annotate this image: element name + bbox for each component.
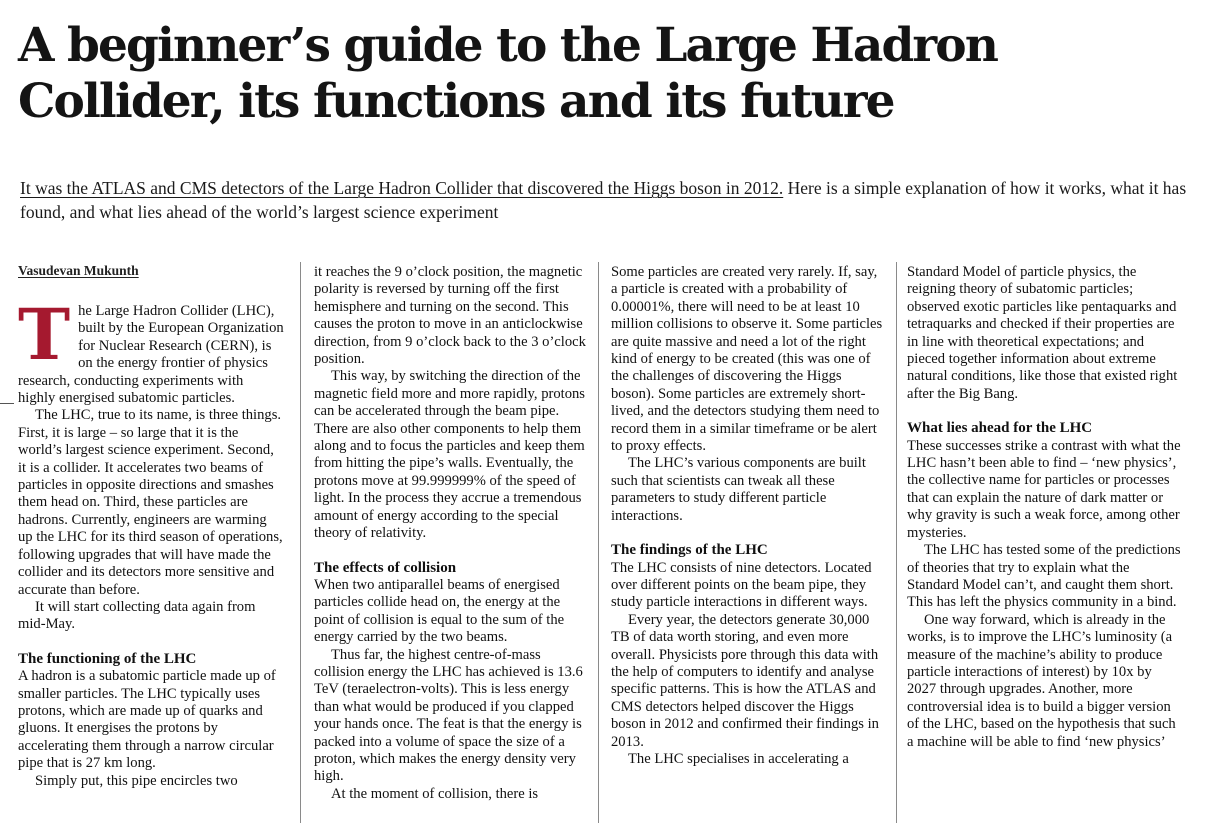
article-column-1 <box>18 262 284 823</box>
paragraph: The LHC has tested some of the predictions of theories that try to explain what the Standard Model can’t, and caught them short. This has left the physics community in a bind. <box>907 542 1181 611</box>
paragraph: Some particles are created very rarely. If, say, a particle is created with a probability of 0.00001%, there will need to be at least 10 million collisions to observe it. Some particles are quite massive and need a lot of the right kind of energy to be created (this was one of the challenges of discovering the Higgs boson). Some particles are extremely short-lived, and the detectors studying them need to record them in a similar timeframe or be alert to proxy effects. <box>611 264 883 455</box>
section-heading: The findings of the LHC <box>611 542 768 559</box>
paragraph: it reaches the 9 o’clock position, the magnetic polarity is reversed by turning off the first hemisphere and turning on the second. This causes the proton to move in an anticlockwise direction, from 9 o’clock back to the 3 o’clock position. <box>314 264 586 368</box>
paragraph: A hadron is a subatomic particle made up of smaller particles. The LHC typically uses protons, which are made up of quarks and gluons. It energises the protons by accelerating them through a narrow circular pipe that is 27 km long. <box>18 668 276 772</box>
paragraph: The LHC, true to its name, is three things. First, it is large – so large that it is the world’s largest science experiment. Second, it is a collider. It accelerates two beams of particles in opposite directions and smashes them head on. Third, these particles are hadrons. Currently, engineers are warming up the LHC for its third season of operations, following upgrades that will have made the collider and its detectors more sensitive and accurate than before. <box>18 407 283 598</box>
article-column-4 <box>907 264 1183 823</box>
paragraph-text: he Large Hadron Collider (LHC), built by the European Organization for Nuclear Research (CERN), is on the energy frontier of physics research, conducting experiments with highly energised subatomic particles. <box>18 303 284 407</box>
paragraph: Every year, the detectors generate 30,000 TB of data worth storing, and even more overall. Physicists pore through this data with the help of computers to identify and analyse specific patterns. This is how the ATLAS and CMS detectors helped discover the Higgs boson in 2012 and confirmed their findings in 2013. <box>611 611 879 750</box>
paragraph <box>18 293 284 407</box>
standfirst-link[interactable]: It was the ATLAS and CMS detectors of the Large Hadron Collider that discovered the Higgs boson in 2012. <box>20 178 784 198</box>
column-divider <box>896 262 897 823</box>
article-column-3 <box>611 264 887 823</box>
section-heading: The functioning of the LHC <box>18 650 197 667</box>
column-divider <box>598 262 599 823</box>
paragraph: This way, by switching the direction of the magnetic field more and more rapidly, protons can be accelerated through the beam pipe. There are also other components to help them along and to focus the particles and keep them from hitting the pipe’s walls. Eventually, the protons move at 99.999999% of the speed of light. In the process they accrue a tremendous amount of energy according to the special theory of relativity. <box>314 368 585 542</box>
margin-rule <box>0 403 14 404</box>
column-divider <box>300 262 301 823</box>
article-column-2 <box>314 264 589 823</box>
paragraph: At the moment of collision, there is <box>331 785 539 802</box>
headline: A beginner’s guide to the Large Hadron Collider, its functions and its future <box>18 18 998 129</box>
paragraph: These successes strike a contrast with what the LHC hasn’t been able to find – ‘new physics’, the collective name for particles or processes that can explain the nature of dark matter or why gravity is such a weak force, among other mysteries. <box>907 437 1181 541</box>
paragraph: Standard Model of particle physics, the reigning theory of subatomic particles; observed exotic particles like pentaquarks and tetraquarks and checked if their properties are in line with theoretical expectations; and pieced together information about extreme natural conditions, like those that existed right after the Big Bang. <box>907 264 1178 402</box>
author-byline[interactable]: Vasudevan Mukunth <box>18 263 139 278</box>
paragraph: Simply put, this pipe encircles two <box>35 772 238 789</box>
section-heading: What lies ahead for the LHC <box>907 420 1093 437</box>
paragraph: The LHC consists of nine detectors. Located over different points on the beam pipe, they study particle interactions in different ways. <box>611 559 872 611</box>
section-heading: The effects of collision <box>314 559 457 576</box>
paragraph: It will start collecting data again from mid-May. <box>18 598 256 633</box>
standfirst <box>20 176 1190 224</box>
paragraph: Thus far, the highest centre-of-mass collision energy the LHC has achieved is 13.6 TeV (teraelectron-volts). This is less energy than what would be produced if you clapped your hands once. The feat is that the energy is packed into a volume of space the size of a proton, which makes the energy density very high. <box>314 646 583 785</box>
paragraph: When two antiparallel beams of energised particles collide head on, the energy at the point of collision is equal to the sum of the energy carried by the two beams. <box>314 576 565 646</box>
standfirst-text: Here is a simple explanation of how it works, what it has found, and what lies ahead of the world’s largest science experiment <box>20 178 1187 222</box>
paragraph: The LHC specialises in accelerating a <box>628 750 849 767</box>
drop-cap: T <box>18 293 71 376</box>
paragraph: One way forward, which is already in the works, is to improve the LHC’s luminosity (a measure of the machine’s ability to produce particle interactions of interest) by 10x by 2027 through upgrades. Another, more controversial idea is to build a bigger version of the LHC, based on the hypothesis that such a machine will be able to find ‘new physics’ <box>907 611 1176 750</box>
paragraph: The LHC’s various components are built such that scientists can tweak all these parameters to study different particle interactions. <box>611 455 866 524</box>
